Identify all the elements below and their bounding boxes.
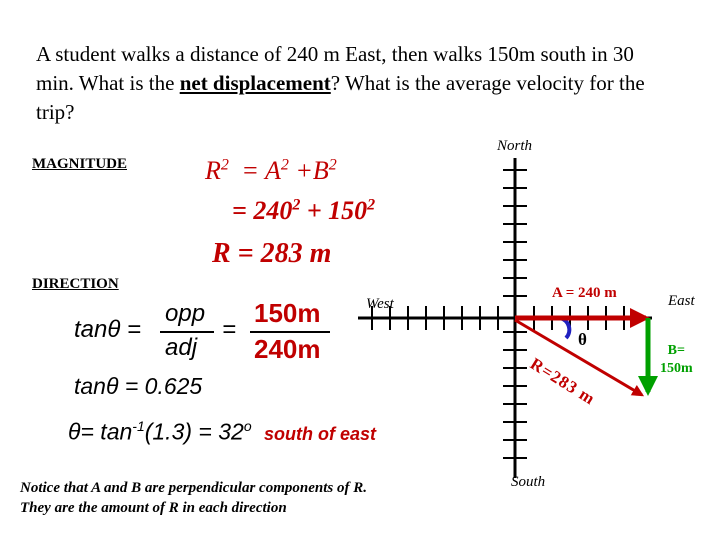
vector-r-label: R=283 m: [526, 354, 599, 409]
direction-heading: DIRECTION: [32, 276, 119, 292]
magnitude-equation-2: = $240^2 + 150^2$: [232, 196, 376, 225]
note-line-1: Notice that A and B are perpendicular components of R.: [20, 480, 367, 496]
theta-arg: (1.3) = 32: [144, 418, 244, 445]
note-line-2: They are the amount of R in each direction: [20, 500, 287, 516]
eq1-b: B: [312, 156, 329, 185]
eq2-b: 150: [328, 196, 368, 225]
vector-b-label-1: B=: [667, 343, 685, 358]
theta-inverse-exp: -1: [132, 418, 145, 434]
magnitude-equation-1: $R^2 = A^2 +B^2$: [205, 156, 337, 185]
fraction-numerator: opp: [165, 300, 206, 327]
numerator-value: 150m: [254, 298, 321, 328]
eq1-lhs: R: [205, 156, 221, 185]
theta-arc: [560, 318, 569, 338]
tan-result: tanθ = 0.625: [74, 373, 203, 399]
theta-prefix: θ= tan: [68, 418, 133, 445]
eq1-a-exp: 2: [280, 156, 289, 174]
vector-r-arrow: [515, 320, 642, 395]
theta-symbol: θ: [578, 330, 587, 349]
eq2-b-exp: 2: [367, 196, 376, 214]
eq1-lhs-exp: 2: [220, 156, 229, 174]
fraction-denominator: adj: [165, 334, 198, 361]
eq1-a: A: [264, 156, 281, 185]
magnitude-result: R = 283 m: [212, 238, 332, 269]
west-label: West: [366, 296, 394, 312]
problem-emphasis: net displacement: [179, 71, 331, 95]
tan-lhs: tanθ =: [74, 316, 142, 343]
theta-suffix: south of east: [264, 423, 377, 444]
eq2-a-exp: 2: [292, 196, 301, 214]
fraction-equals: =: [222, 316, 237, 343]
theta-degree: o: [243, 418, 252, 434]
vector-a-label: A = 240 m: [552, 285, 617, 301]
problem-part1: A student walks a distance of 240 m East, then walks 150m south in 30 min. What is the: [36, 42, 634, 95]
vector-b-label-2: 150m: [660, 361, 693, 376]
south-label: South: [511, 474, 546, 490]
magnitude-heading: MAGNITUDE: [32, 156, 128, 172]
denominator-value: 240m: [254, 334, 321, 364]
eq1-b-exp: 2: [328, 156, 337, 174]
east-label: East: [668, 293, 695, 309]
problem-part2: ? What is the average velocity for the trip?: [36, 71, 645, 124]
eq2-a: 240: [253, 196, 293, 225]
north-label: North: [497, 138, 533, 154]
